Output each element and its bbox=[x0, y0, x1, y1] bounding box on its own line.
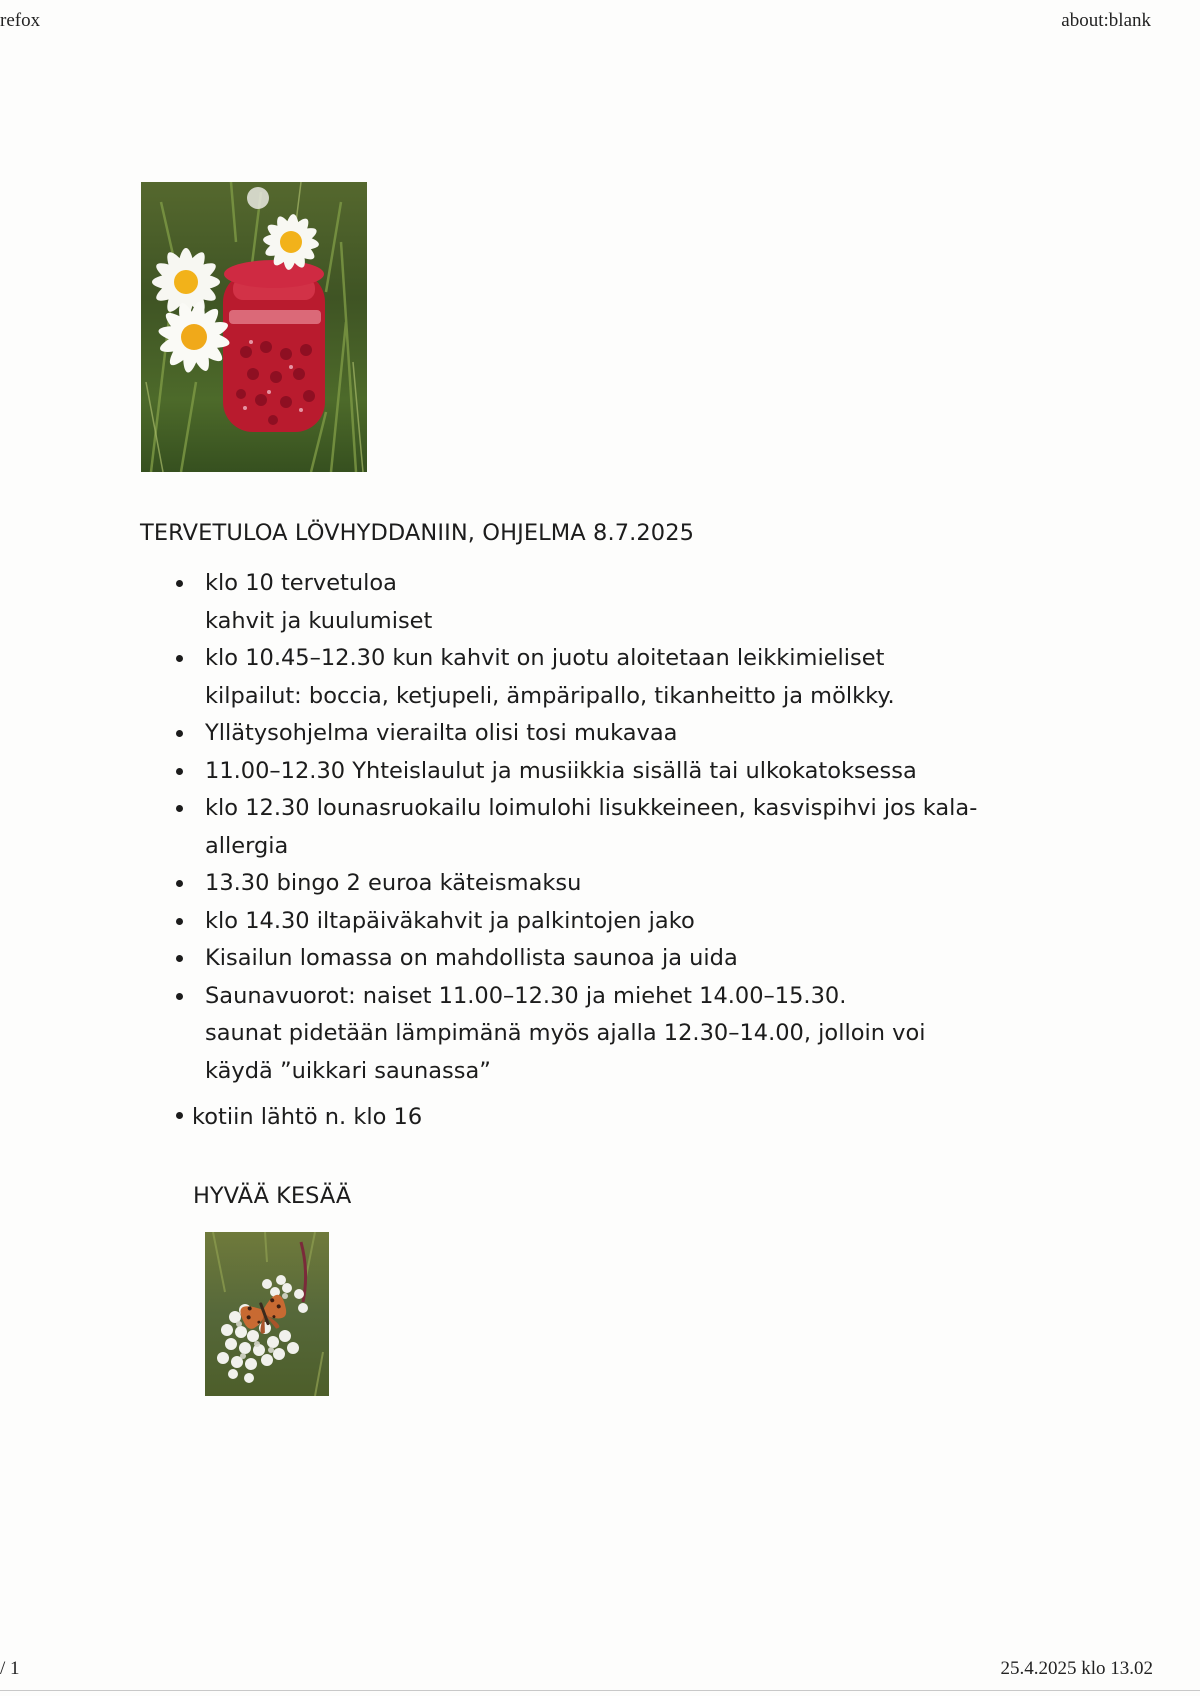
list-item: Saunavuorot: naiset 11.00–12.30 ja miehet 14.00–15.30. saunat pidetään lämpimänä myös ajalla 12.30–14.00, jolloin voi käydä ”uikkari saunassa” bbox=[176, 978, 1026, 1091]
bullet-icon bbox=[176, 805, 183, 812]
program-list bbox=[176, 565, 1026, 1090]
print-header-right: about:blank bbox=[1061, 10, 1151, 31]
print-header-left: refox bbox=[0, 10, 41, 31]
print-footer-right: 25.4.2025 klo 13.02 bbox=[1000, 1658, 1153, 1679]
bullet-icon bbox=[176, 730, 183, 737]
bullet-icon bbox=[176, 1112, 183, 1119]
list-item: Kisailun lomassa on mahdollista saunoa ja uida bbox=[176, 940, 1026, 978]
daisy-strawberry-photo bbox=[141, 182, 367, 472]
list-item: 11.00–12.30 Yhteislaulut ja musiikkia sisällä tai ulkokatoksessa bbox=[176, 753, 1026, 791]
page-title: TERVETULOA LÖVHYDDANIIN, OHJELMA 8.7.2025 bbox=[140, 520, 695, 546]
closing-greeting: HYVÄÄ KESÄÄ bbox=[193, 1183, 352, 1209]
bullet-icon bbox=[176, 580, 183, 587]
bullet-icon bbox=[176, 955, 183, 962]
bullet-icon bbox=[176, 768, 183, 775]
list-item: klo 12.30 lounasruokailu loimulohi lisukkeineen, kasvispihvi jos kala- allergia bbox=[176, 790, 1026, 865]
bullet-icon bbox=[176, 655, 183, 662]
butterfly-photo bbox=[205, 1232, 329, 1396]
list-item: 13.30 bingo 2 euroa käteismaksu bbox=[176, 865, 1026, 903]
list-item: klo 10 tervetuloa kahvit ja kuulumiset bbox=[176, 565, 1026, 640]
list-item: klo 10.45–12.30 kun kahvit on juotu aloitetaan leikkimieliset kilpailut: boccia, ketjupeli, ämpäripallo, tikanheitto ja mölkky. bbox=[176, 640, 1026, 715]
bullet-icon bbox=[176, 880, 183, 887]
bullet-icon bbox=[176, 918, 183, 925]
page-bottom-rule bbox=[0, 1690, 1200, 1691]
departure-note: kotiin lähtö n. klo 16 bbox=[176, 1104, 422, 1130]
list-item: klo 14.30 iltapäiväkahvit ja palkintojen jako bbox=[176, 903, 1026, 941]
print-footer-left: / 1 bbox=[0, 1658, 20, 1679]
bullet-icon bbox=[176, 993, 183, 1000]
list-item: Yllätysohjelma vierailta olisi tosi mukavaa bbox=[176, 715, 1026, 753]
